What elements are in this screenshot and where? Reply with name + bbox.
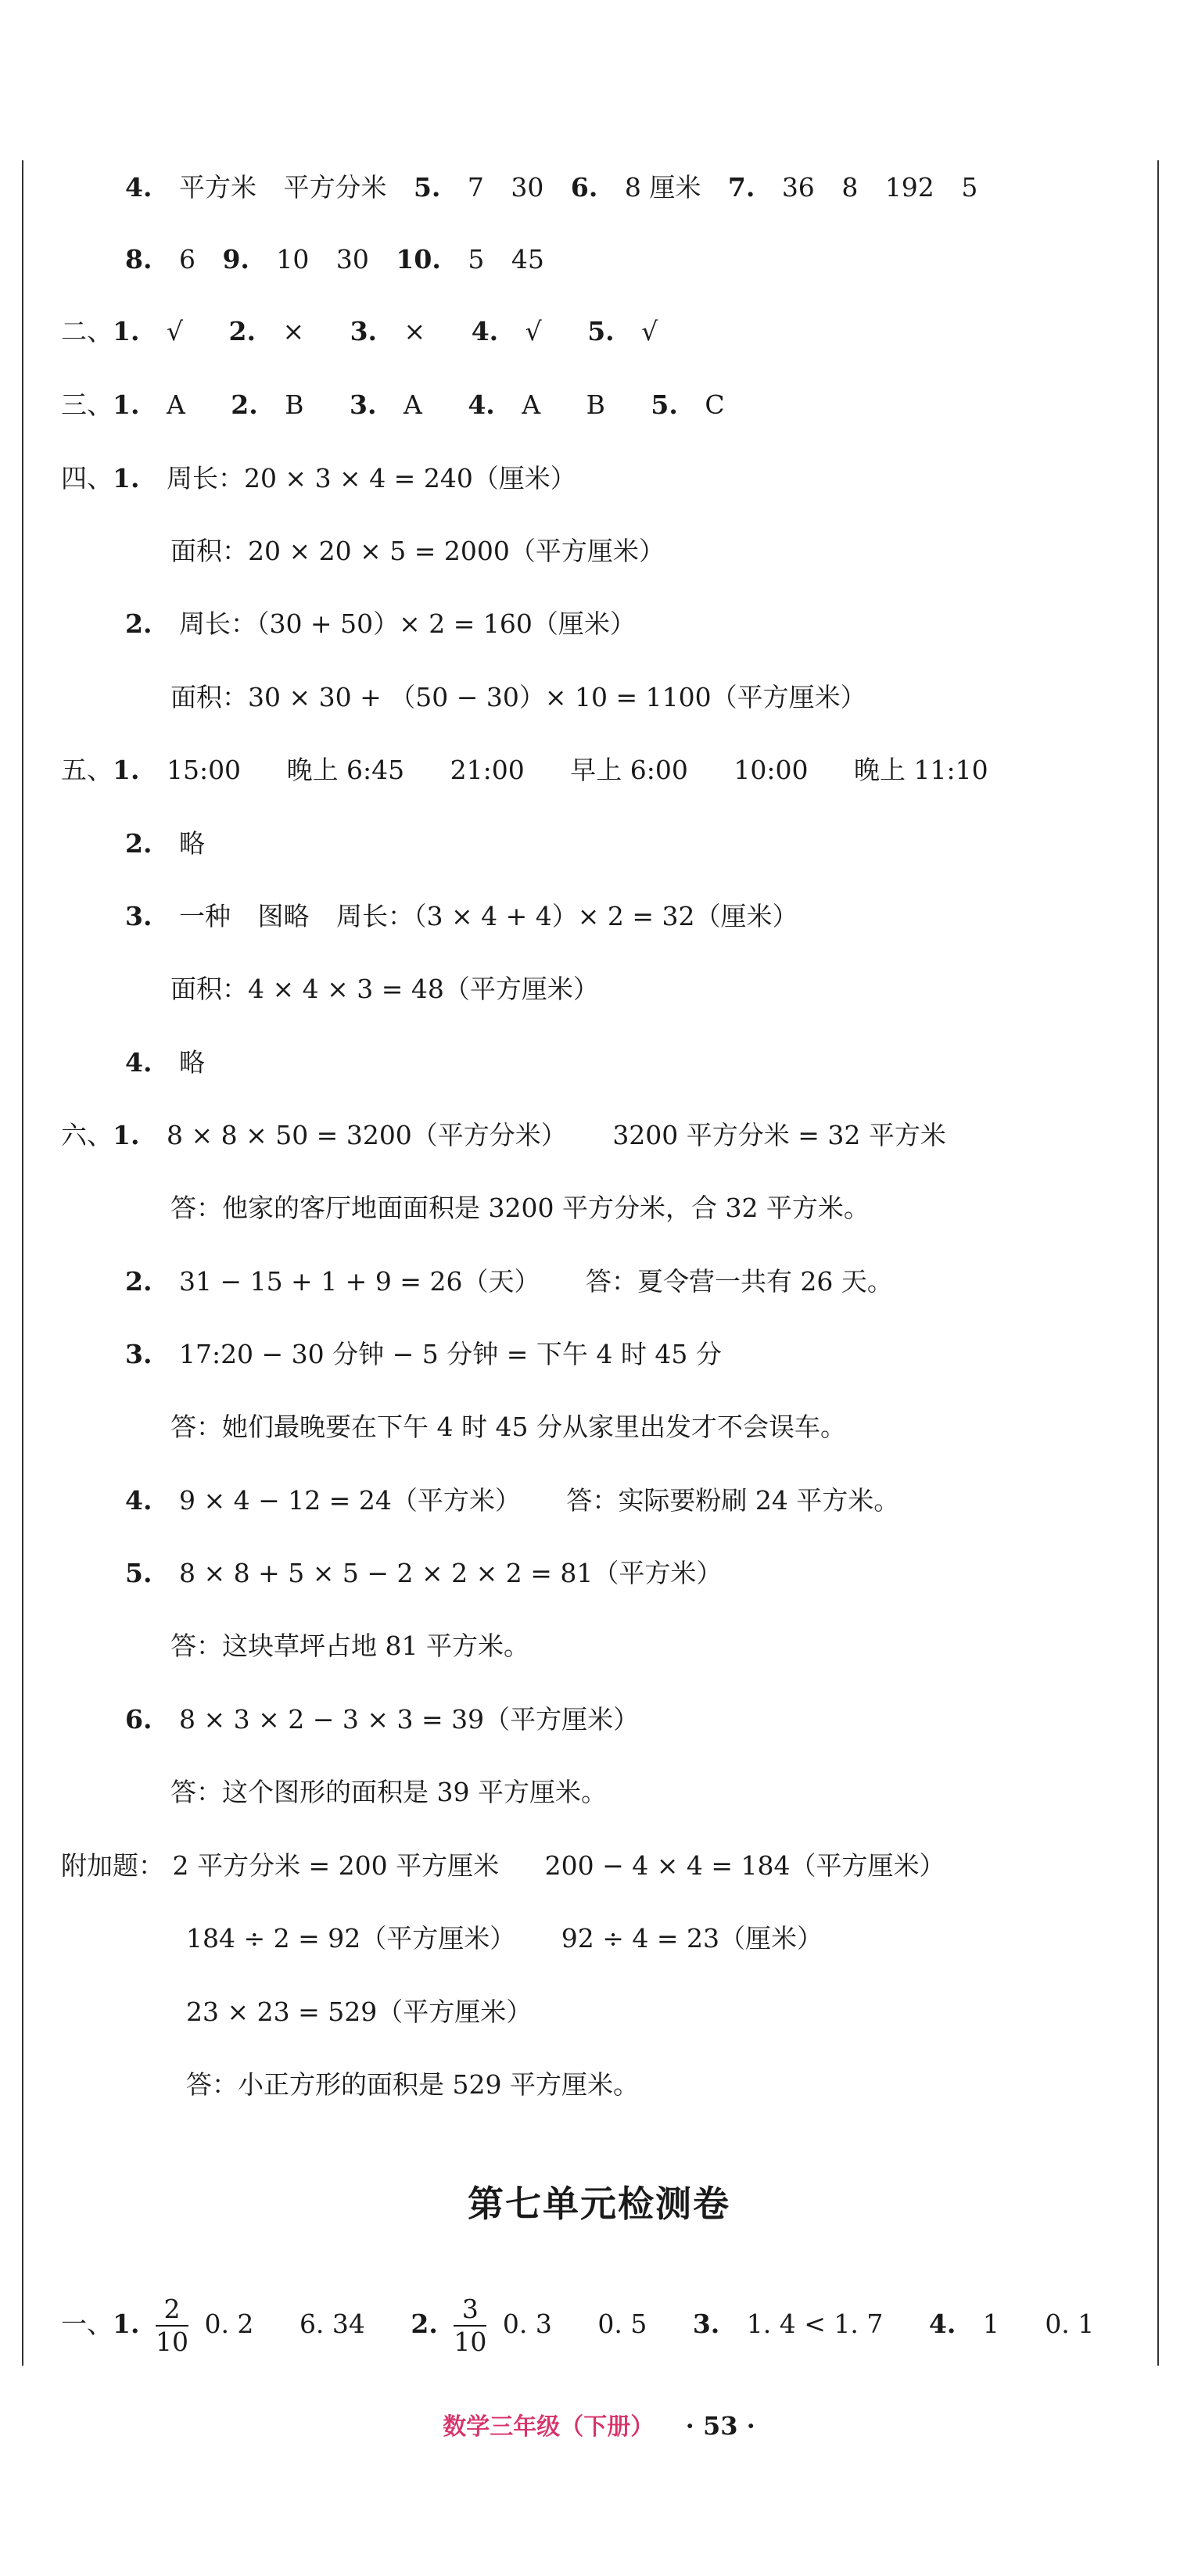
answer-line: 6. 8 × 3 × 2 − 3 × 3 = 39（平方厘米） xyxy=(125,1704,640,1735)
answer-line: 一、1. $\frac{2}{10}$ 0. 2 6. 34 2. $\frac{3}{10}$ 0. 3 0. 5 3. 1. 4 < 1. 7 4. 1 0. 1 xyxy=(61,2294,1095,2357)
answer-line: 面积：4 × 4 × 3 = 48（平方厘米） xyxy=(170,974,599,1004)
answer-line: 附加题： 2 平方分米 = 200 平方厘米 200 − 4 × 4 = 184（平方厘米） xyxy=(61,1850,945,1881)
answer-line: 面积：30 × 30 + （50 − 30）× 10 = 1100（平方厘米） xyxy=(170,682,866,712)
answer-line: 4. 略 xyxy=(125,1047,205,1078)
answer-line: 184 ÷ 2 = 92（平方厘米） 92 ÷ 4 = 23（厘米） xyxy=(186,1923,823,1954)
answer-line: 2. 略 xyxy=(125,828,205,859)
left-margin-rule xyxy=(22,160,23,2366)
right-margin-rule xyxy=(1157,160,1159,2366)
section-title: 第七单元检测卷 xyxy=(468,2183,730,2225)
book-title: 数学三年级（下册） xyxy=(443,2413,655,2441)
answer-line: 23 × 23 = 529（平方厘米） xyxy=(186,1997,533,2027)
answer-line: 三、1. A 2. B 3. A 4. A B 5. C xyxy=(61,389,725,420)
answer-line: 8. 6 9. 10 30 10. 5 45 xyxy=(125,244,544,274)
answer-line: 二、1. √ 2. × 3. × 4. √ 5. √ xyxy=(61,316,658,346)
answer-line: 5. 8 × 8 + 5 × 5 − 2 × 2 × 2 = 81（平方米） xyxy=(125,1558,723,1588)
page-footer xyxy=(0,2407,1198,2441)
page-number: · 53 · xyxy=(685,2411,755,2441)
answer-line: 面积：20 × 20 × 5 = 2000（平方厘米） xyxy=(170,536,665,566)
answer-line: 四、1. 周长：20 × 3 × 4 = 240（厘米） xyxy=(61,463,576,493)
answer-line: 答：小正方形的面积是 529 平方厘米。 xyxy=(186,2069,639,2100)
fraction: $\frac{2}{10}$ xyxy=(155,2294,188,2357)
answer-line: 六、1. 8 × 8 × 50 = 3200（平方分米） 3200 平方分米 = 32 平方米 xyxy=(61,1120,946,1150)
answer-line: 答：这块草坪占地 81 平方米。 xyxy=(170,1631,529,1661)
answer-line: 4. 9 × 4 − 12 = 24（平方米） 答：实际要粉刷 24 平方米。 xyxy=(125,1485,900,1516)
answer-line: 2. 31 − 15 + 1 + 9 = 26（天） 答：夏令营一共有 26 天。 xyxy=(125,1266,893,1297)
answer-line: 4. 平方米 平方分米 5. 7 30 6. 8 厘米 7. 36 8 192 5 xyxy=(125,172,978,203)
answer-line: 2. 周长：（30 + 50）× 2 = 160（厘米） xyxy=(125,608,636,639)
answer-line: 五、1. 15:00 晚上 6:45 21:00 早上 6:00 10:00 晚上 11:10 xyxy=(61,755,988,785)
answer-line: 答：这个图形的面积是 39 平方厘米。 xyxy=(170,1777,607,1807)
answer-line: 3. 17:20 − 30 分钟 − 5 分钟 = 下午 4 时 45 分 xyxy=(125,1339,722,1369)
answer-line: 答：她们最晚要在下午 4 时 45 分从家里出发才不会误车。 xyxy=(170,1412,846,1442)
fraction: $\frac{3}{10}$ xyxy=(454,2294,487,2357)
answer-line: 答：他家的客厅地面面积是 3200 平方分米，合 32 平方米。 xyxy=(170,1193,870,1223)
answer-line: 3. 一种 图略 周长：（3 × 4 + 4）× 2 = 32（厘米） xyxy=(125,901,798,931)
